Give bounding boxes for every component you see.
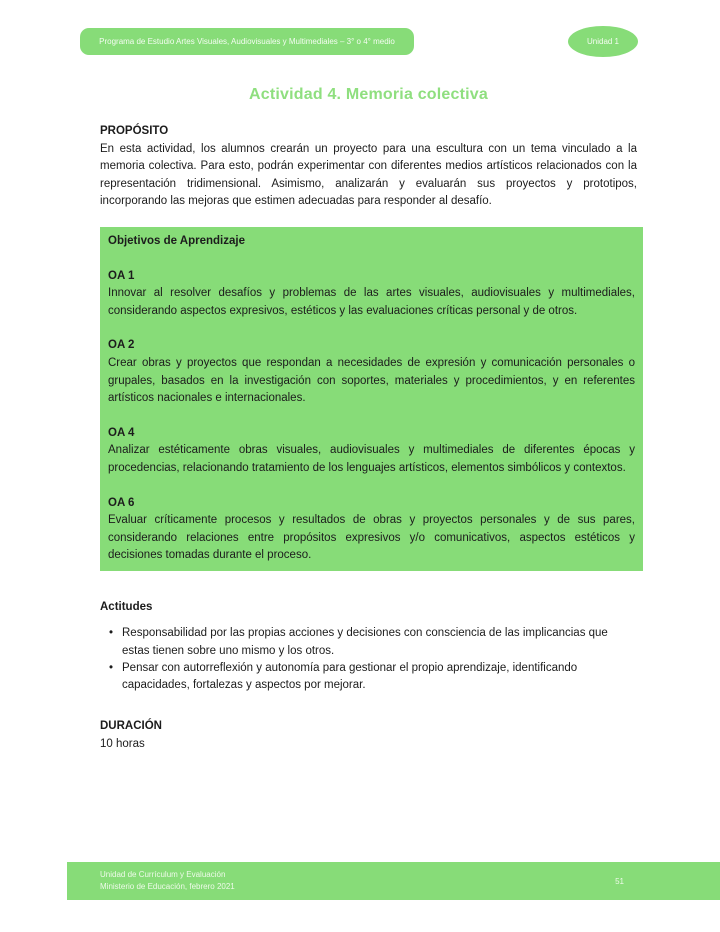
oa-6-text: Evaluar críticamente procesos y resultados de obras y proyectos personales y de sus pares, considerando relaciones entre propósitos expresivos y/o comunicativos, aspectos estéticos y decisiones tomadas durante el proceso. (108, 514, 635, 562)
oa-section-4 (108, 425, 635, 478)
oa-2-text: Crear obras y proyectos que respondan a necesidades de expresión y comunicación personales o grupales, basados en la investigación con soportes, materiales y procedimientos, y en referentes artísticos nacionales e internacionales. (108, 356, 635, 405)
list-item (100, 625, 613, 659)
bullet-icon: • (109, 661, 114, 674)
oa-1-text: Innovar al resolver desafíos y problemas de las artes visuales, audiovisuales y multimediales, considerando aspectos expresivos, estéticos y las evaluaciones críticas personal y de otros. (108, 287, 635, 317)
program-title-text: Programa de Estudio Artes Visuales, Audiovisuales y Multimediales – 3° o 4° medio (99, 37, 395, 46)
list-item (100, 660, 613, 694)
footer-credits (100, 869, 235, 893)
activity-title: Actividad 4. Memoria colectiva (249, 86, 488, 103)
unit-badge-text: Unidad 1 (586, 37, 620, 46)
objetivos-heading: Objetivos de Aprendizaje (108, 234, 245, 247)
proposito-paragraph: En esta actividad, los alumnos crearán un proyecto para una escultura con un tema vinculado a la memoria colectiva. Para esto, podrán experimentar con diferentes medios artísticos relacionados con la representación tridimensional. Asimismo, analizarán y evaluarán sus proyectos y prototipos, incorporando las mejoras que estimen adecuadas para responder al desafío. (100, 142, 637, 208)
oa-4-text: Analizar estéticamente obras visuales, audiovisuales y multimediales de diferentes épocas y procedencias, relacionando tratamiento de los lenguajes artísticos, elementos simbólicos y contextos. (108, 444, 635, 474)
oa-6-label: OA 6 (108, 496, 135, 509)
proposito-heading: PROPÓSITO (100, 125, 169, 137)
duracion-value: 10 horas (100, 737, 145, 750)
actitud-item-1-text: Responsabilidad por las propias acciones y decisiones con consciencia de las implicancias que estas tienen sobre uno mismo y los otros. (122, 627, 608, 657)
actitudes-list (100, 625, 637, 694)
oa-2-label: OA 2 (108, 339, 135, 352)
bullet-icon: • (109, 627, 114, 640)
duracion-heading: DURACIÓN (100, 720, 162, 733)
footer-line2: Ministerio de Educación, febrero 2021 (100, 882, 235, 891)
footer-bar (67, 862, 720, 900)
oa-section-1 (108, 268, 635, 321)
oa-section-6 (108, 495, 635, 565)
oa-4-label: OA 4 (108, 426, 135, 439)
footer-line1: Unidad de Currículum y Evaluación (100, 870, 226, 879)
objetivos-box (100, 227, 643, 571)
actitud-item-2-text: Pensar con autorreflexión y autonomía para gestionar el propio aprendizaje, identificando capacidades, fortalezas y aspectos por mejorar. (122, 661, 578, 692)
content-column (100, 0, 637, 753)
oa-1-label: OA 1 (108, 269, 135, 282)
oa-section-2 (108, 337, 635, 407)
page-number: 51 (615, 876, 624, 886)
actitudes-heading: Actitudes (100, 600, 153, 613)
